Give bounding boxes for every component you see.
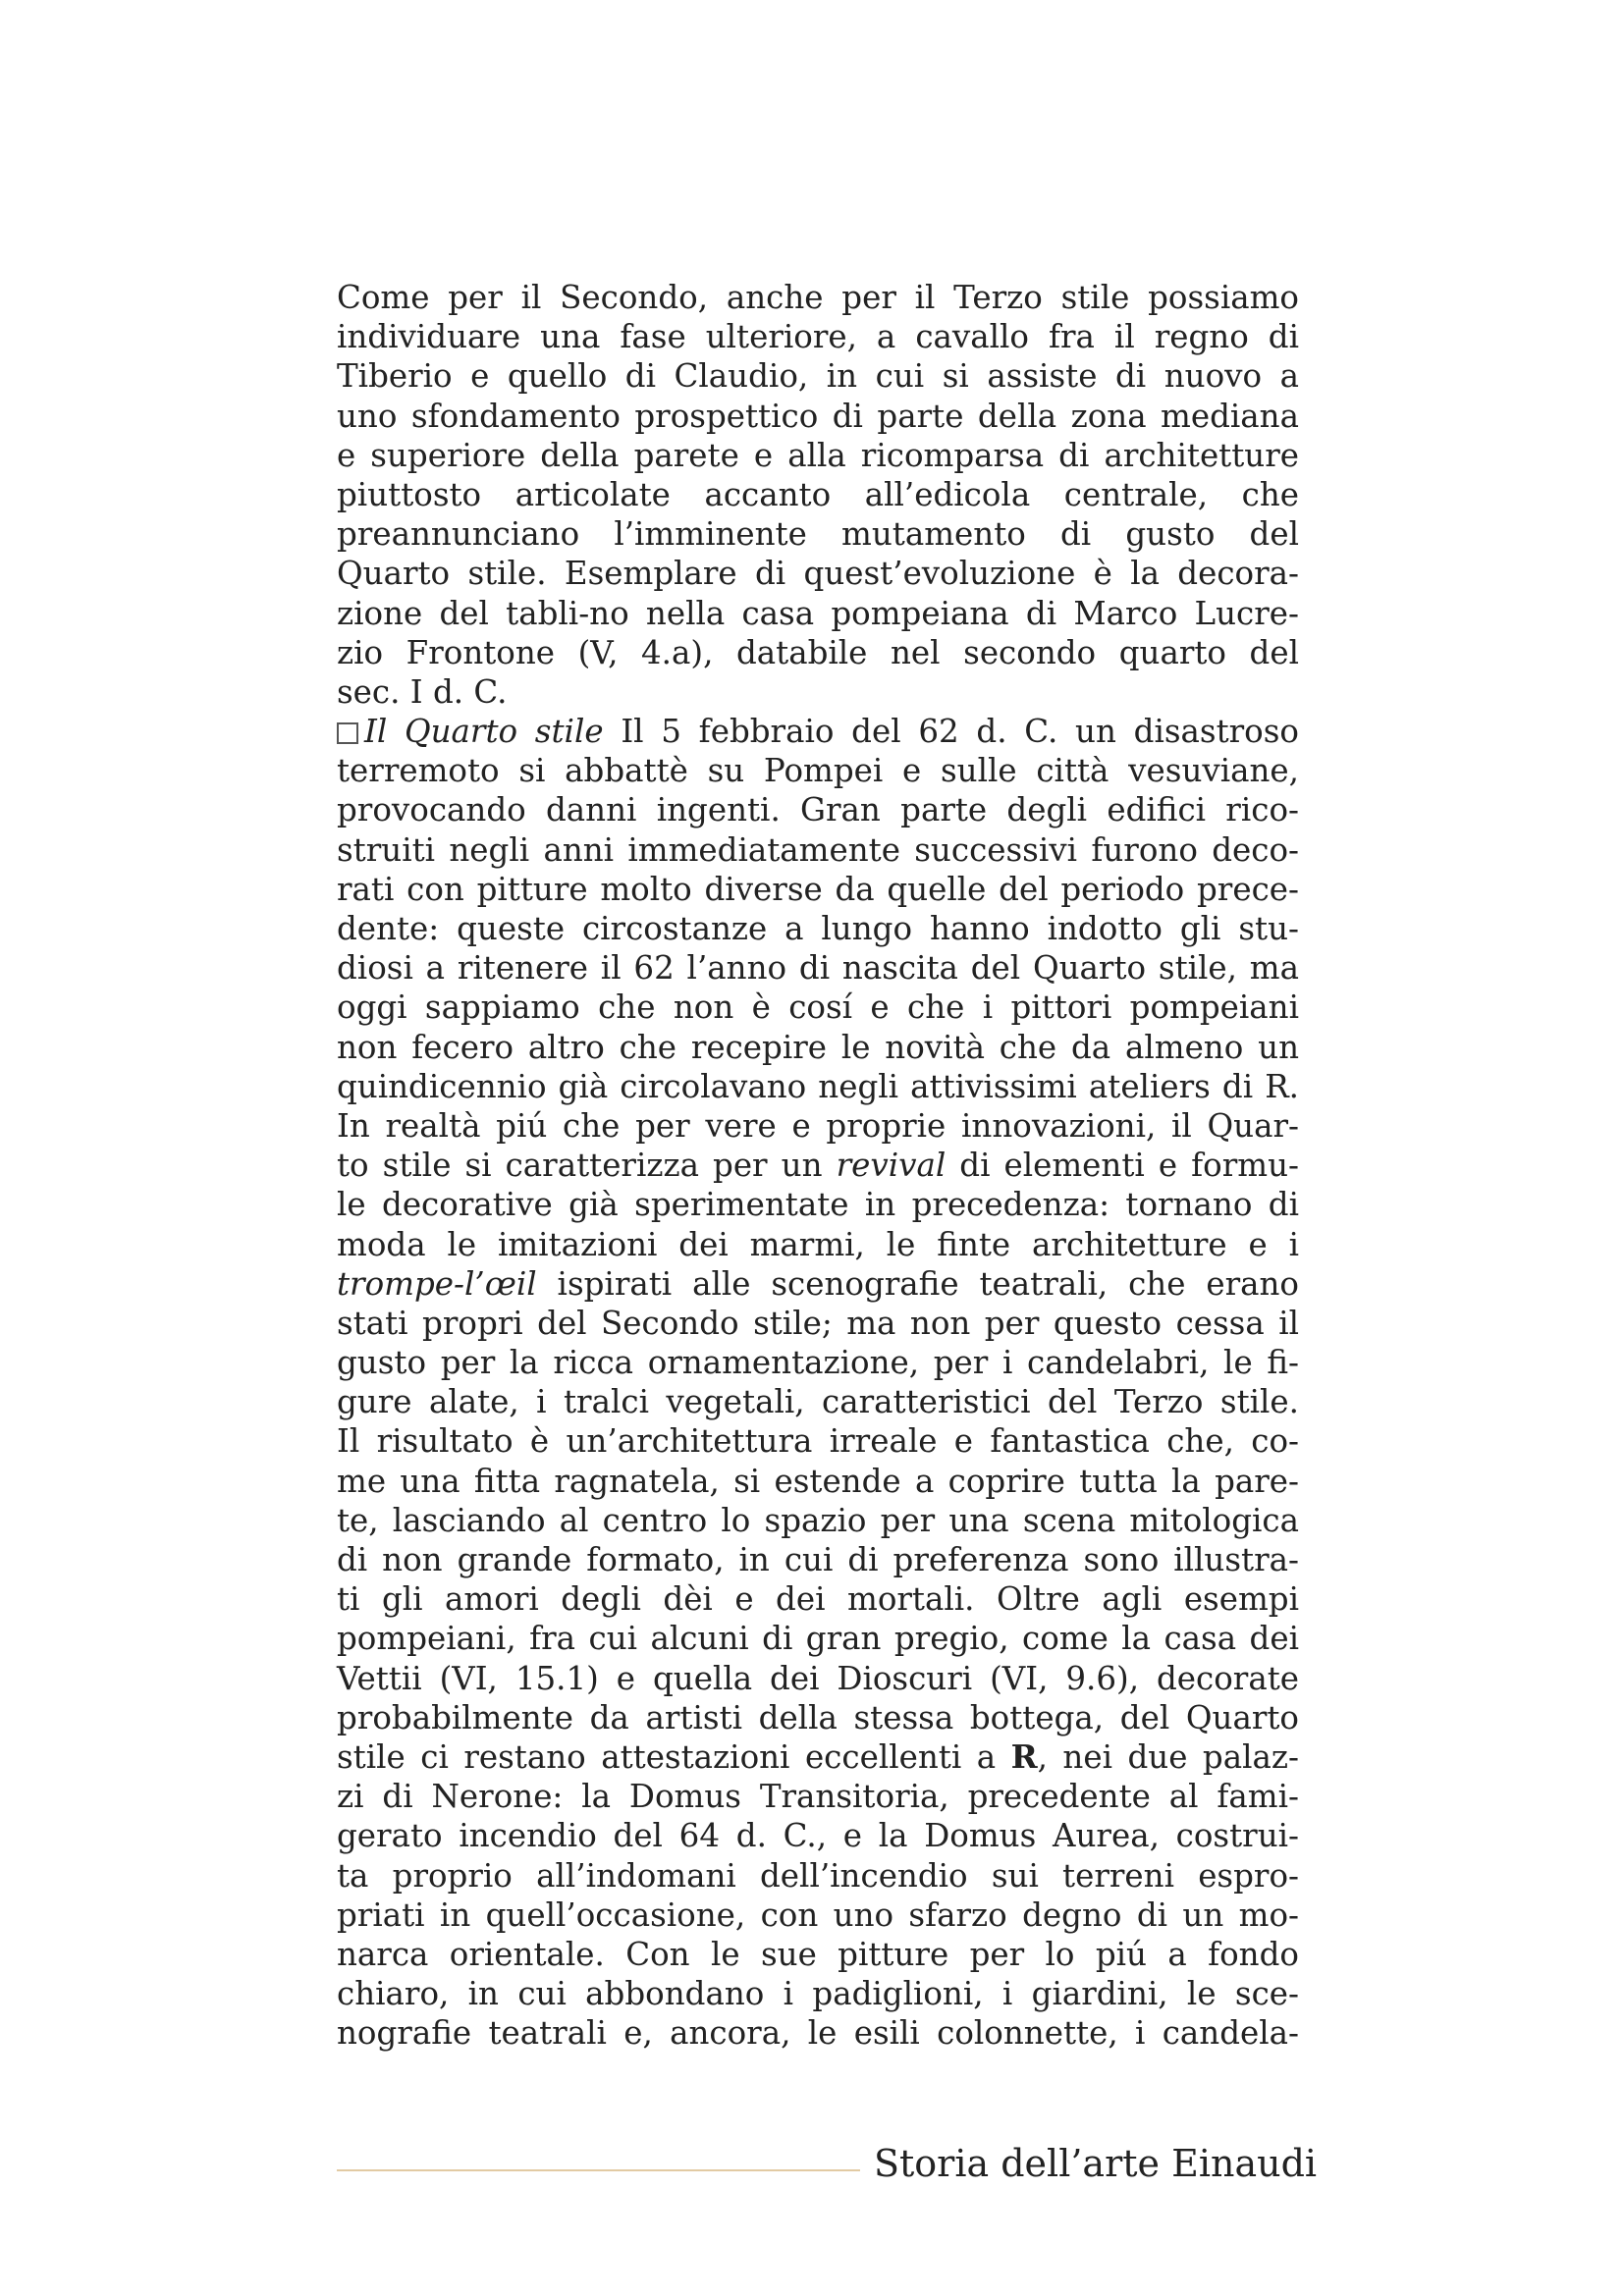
text-line: Il risultato è un’architettura irreale e fantastica che, co- <box>337 1422 1299 1461</box>
text-line: Vettii (VI, 15.1) e quella dei Dioscuri (VI, 9.6), decorate <box>337 1659 1299 1697</box>
text-segment: di elementi e formu- <box>959 1147 1299 1185</box>
text-line: terremoto si abbattè su Pompei e sulle città vesuviane, <box>337 752 1299 790</box>
text-segment: to stile si caratterizza per un <box>337 1147 823 1185</box>
text-line: rati con pitture molto diverse da quelle del periodo prece- <box>337 870 1299 908</box>
text-line: di non grande formato, in cui di preferenza sono illustra- <box>337 1541 1299 1578</box>
text-line: gusto per la ricca ornamentazione, per i candelabri, le fi- <box>337 1344 1299 1382</box>
text-line: me una fitta ragnatela, si estende a coprire tutta la pare- <box>337 1462 1299 1500</box>
text-line: stati propri del Secondo stile; ma non per questo cessa il <box>337 1304 1299 1342</box>
text-line: ti gli amori degli dèi e dei mortali. Oltre agli esempi <box>337 1580 1299 1619</box>
text-line: sec. I d. C. <box>337 672 508 711</box>
text-line: moda le imitazioni dei marmi, le finte architetture e i <box>337 1225 1299 1263</box>
text-line: Tiberio e quello di Claudio, in cui si assiste di nuovo a <box>337 357 1299 396</box>
text-line: uno sfondamento prospettico di parte della zona mediana <box>337 397 1299 435</box>
text-line: nografie teatrali e, ancora, le esili colonnette, i candela- <box>337 2014 1299 2053</box>
text-line: dente: queste circostanze a lungo hanno indotto gli stu- <box>337 910 1299 947</box>
text-line: pompeiani, fra cui alcuni di gran pregio, come la casa dei <box>337 1620 1299 1658</box>
text-line: zio Frontone (V, 4.a), databile nel secondo quarto del <box>337 633 1299 671</box>
footer-rule <box>337 2169 860 2171</box>
section-heading: Il Quarto stile <box>364 713 604 751</box>
body-text <box>337 278 1299 2053</box>
text-line: gerato incendio del 64 d. C., e la Domus Aurea, costrui- <box>337 1817 1299 1855</box>
text-line: Come per il Secondo, anche per il Terzo stile possiamo <box>337 279 1299 316</box>
italic-term-trompe-loeil: trompe-l’œil <box>337 1264 537 1303</box>
text-line: te, lasciando al centro lo spazio per una scena mitologica <box>337 1501 1299 1539</box>
text-line: diosi a ritenere il 62 l’anno di nascita del Quarto stile, ma <box>337 949 1299 988</box>
text-line: narca orientale. Con le sue pitture per lo piú a fondo <box>337 1935 1299 1973</box>
heading-line-text: Il 5 febbraio del 62 d. C. un disastroso <box>621 713 1299 751</box>
text-line-revival <box>337 1146 1299 1185</box>
paragraph-terzo-stile-phase <box>337 278 1299 712</box>
text-line: e superiore della parete e alla ricomparsa di architetture <box>337 436 1299 474</box>
text-segment: , nei due palaz- <box>1037 1737 1299 1776</box>
section-heading-line <box>337 712 1299 751</box>
text-line: probabilmente da artisti della stessa bottega, del Quarto <box>337 1698 1299 1736</box>
text-line: chiaro, in cui abbondano i padiglioni, i giardini, le sce- <box>337 1975 1299 2013</box>
text-segment: stile ci restano attestazioni eccellenti a <box>337 1737 997 1776</box>
text-line: ta proprio all’indomani dell’incendio sui terreni espro- <box>337 1856 1299 1895</box>
text-line: non fecero altro che recepire le novità che da almeno un <box>337 1028 1299 1066</box>
text-line: oggi sappiamo che non è cosí e che i pittori pompeiani <box>337 988 1299 1027</box>
text-segment: ispirati alle scenografie teatrali, che erano <box>557 1264 1299 1303</box>
text-line-bold-r <box>337 1737 1299 1777</box>
section-marker-icon <box>337 722 358 744</box>
text-line-trompe <box>337 1264 1299 1304</box>
text-line: piuttosto articolate accanto all’edicola centrale, che <box>337 475 1299 513</box>
text-line: Quarto stile. Esemplare di quest’evoluzione è la decora- <box>337 555 1299 593</box>
section-quarto-stile <box>337 712 1299 2053</box>
text-line: gure alate, i tralci vegetali, caratteristici del Terzo stile. <box>337 1383 1299 1421</box>
bold-reference-r: R <box>1010 1736 1038 1776</box>
text-line: preannunciano l’imminente mutamento di gusto del <box>337 515 1299 554</box>
text-line: zione del tabli-no nella casa pompeiana di Marco Lucre- <box>337 594 1299 632</box>
text-line: quindicennio già circolavano negli attivissimi ateliers di R. <box>337 1067 1299 1105</box>
text-line: In realtà piú che per vere e proprie innovazioni, il Quar- <box>337 1106 1299 1145</box>
text-line: le decorative già sperimentate in precedenza: tornano di <box>337 1186 1299 1224</box>
footer-title: Storia dell’arte Einaudi <box>874 2142 1318 2185</box>
text-line: individuare una fase ulteriore, a cavallo fra il regno di <box>337 318 1299 356</box>
text-line: provocando danni ingenti. Gran parte degli edifici rico- <box>337 791 1299 829</box>
text-line: priati in quell’occasione, con uno sfarzo degno di un mo- <box>337 1896 1299 1934</box>
text-line: struiti negli anni immediatamente successivi furono deco- <box>337 830 1299 869</box>
italic-term-revival: revival <box>836 1147 947 1185</box>
text-line: zi di Nerone: la Domus Transitoria, precedente al fami- <box>337 1778 1299 1816</box>
